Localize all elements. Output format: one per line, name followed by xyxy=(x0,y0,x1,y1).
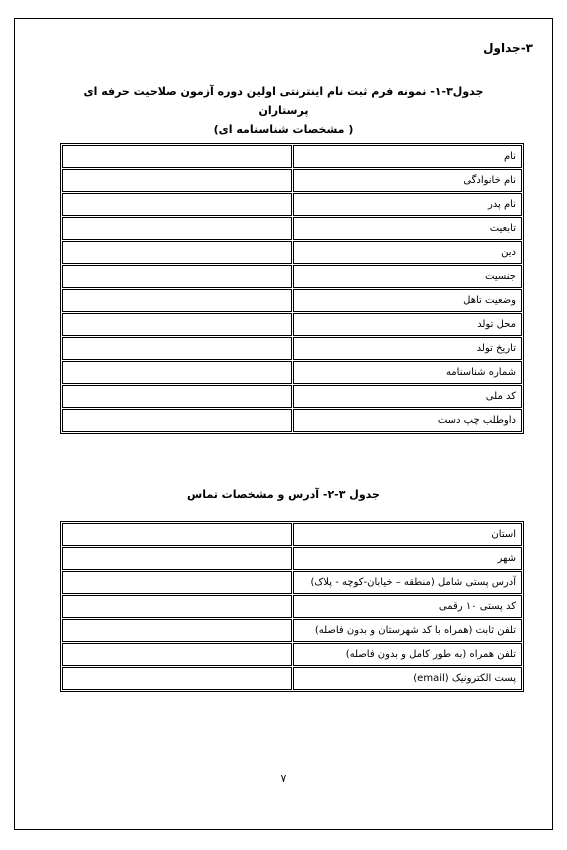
table-row xyxy=(62,217,522,240)
table-row xyxy=(62,145,522,168)
field-value xyxy=(62,313,292,336)
field-label: نام xyxy=(293,145,523,168)
field-value xyxy=(62,667,292,690)
field-label: نام خانوادگی xyxy=(293,169,523,192)
table2-caption: جدول ۳-۲- آدرس و مشخصات تماس xyxy=(187,488,380,501)
table-row xyxy=(62,409,522,432)
field-label: کد پستی ۱۰ رقمی xyxy=(293,595,523,618)
table1-caption xyxy=(60,82,507,139)
field-label: پست الکترونیک (email) xyxy=(293,667,523,690)
page-number: ۷ xyxy=(280,772,287,785)
table-row xyxy=(62,595,522,618)
table1-caption-line2: ( مشخصات شناسنامه ای) xyxy=(213,123,354,136)
field-label: آدرس پستی شامل (منطقه – خیابان-کوچه - پلاک) xyxy=(293,571,523,594)
table-row xyxy=(62,619,522,642)
contact-info-table xyxy=(60,521,524,692)
field-label: نام پدر xyxy=(293,193,523,216)
table-row xyxy=(62,667,522,690)
field-label: تاریخ تولد xyxy=(293,337,523,360)
table-row xyxy=(62,337,522,360)
personal-info-table xyxy=(60,143,524,434)
field-value xyxy=(62,409,292,432)
table-row xyxy=(62,643,522,666)
field-label: دین xyxy=(293,241,523,264)
table-row xyxy=(62,313,522,336)
field-value xyxy=(62,265,292,288)
table-row xyxy=(62,547,522,570)
field-value xyxy=(62,619,292,642)
field-label: محل تولد xyxy=(293,313,523,336)
field-value xyxy=(62,241,292,264)
table-row xyxy=(62,265,522,288)
field-value xyxy=(62,289,292,312)
table-row xyxy=(62,289,522,312)
section-heading: ۳-جداول xyxy=(483,41,533,55)
field-label: استان xyxy=(293,523,523,546)
field-label: شماره شناسنامه xyxy=(293,361,523,384)
field-value xyxy=(62,385,292,408)
field-value xyxy=(62,595,292,618)
field-value xyxy=(62,217,292,240)
field-label: تلفن همراه (به طور کامل و بدون فاصله) xyxy=(293,643,523,666)
field-value xyxy=(62,193,292,216)
field-label: وضعیت تاهل xyxy=(293,289,523,312)
table-row xyxy=(62,385,522,408)
table-row xyxy=(62,193,522,216)
field-value xyxy=(62,145,292,168)
table-row xyxy=(62,241,522,264)
table1-caption-line1: جدول۳-۱- نمونه فرم ثبت نام اینترنتی اولین دوره آزمون صلاحیت حرفه ای پرستاران xyxy=(83,85,484,117)
field-value xyxy=(62,523,292,546)
field-value xyxy=(62,571,292,594)
field-label: تلفن ثابت (همراه با کد شهرستان و بدون فاصله) xyxy=(293,619,523,642)
field-value xyxy=(62,361,292,384)
field-label: جنسیت xyxy=(293,265,523,288)
field-label: شهر xyxy=(293,547,523,570)
field-value xyxy=(62,643,292,666)
table-row xyxy=(62,361,522,384)
field-label: کد ملی xyxy=(293,385,523,408)
field-value xyxy=(62,337,292,360)
field-value xyxy=(62,169,292,192)
table-row xyxy=(62,523,522,546)
field-label: داوطلب چپ دست xyxy=(293,409,523,432)
field-label: تابعیت xyxy=(293,217,523,240)
table-row xyxy=(62,169,522,192)
table-row xyxy=(62,571,522,594)
field-value xyxy=(62,547,292,570)
